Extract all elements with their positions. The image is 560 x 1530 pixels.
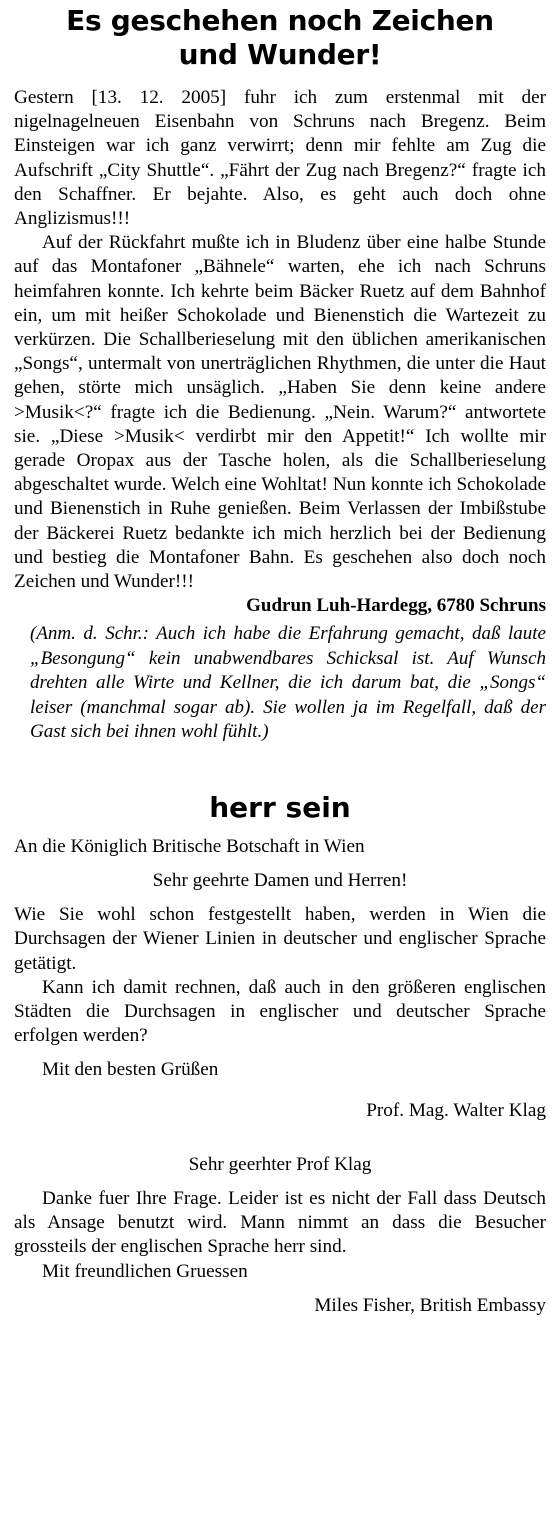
letter-address: An die Königlich Britische Botschaft in Wien bbox=[14, 835, 365, 857]
letter-paragraph: Kann ich damit rechnen, daß auch in den größeren englischen Städten die Durchsagen in englischer und deutscher Sprache erfolgen werden? bbox=[14, 976, 546, 1047]
article-paragraph: Gestern [13. 12. 2005] fuhr ich zum erstenmal mit der nigelnagelneuen Eisenbahn von Schruns nach Bregenz. Beim Einsteigen war ich ganz verwirrt; denn mir fehlte am Zug die Aufschrift „City Shuttle“. „Fährt der Zug nach Bregenz?“ fragte ich den Schaffner. Er bejahte. Also, es geht auch doch ohne Anglizismus!!! bbox=[14, 87, 546, 230]
article-herr-sein bbox=[14, 791, 546, 1318]
author-signature: Gudrun Luh-Hardegg, 6780 Schruns bbox=[246, 595, 546, 617]
letter-sender: Prof. Mag. Walter Klag bbox=[366, 1099, 546, 1121]
letter-closing: Mit den besten Grüßen bbox=[42, 1059, 219, 1081]
letter-paragraph: Wie Sie wohl schon festgestellt haben, werden in Wien die Durchsagen der Wiener Linien in deutscher und englischer Sprache getätigt. bbox=[14, 904, 546, 974]
reply-salutation: Sehr geerhter Prof Klag bbox=[188, 1153, 372, 1175]
article-zeichen-und-wunder bbox=[14, 0, 546, 745]
editor-note: (Anm. d. Schr.: Auch ich habe die Erfahrung gemacht, daß laute „Besongung“ kein unabwendbares Schicksal ist. Auf Wunsch drehten alle Wirte und Kellner, die ich darum bat, die „Songs“ leiser (manchmal sogar ab). Sie wollen ja im Regelfall, daß der Gast sich bei ihnen wohl fühlt.) bbox=[30, 623, 546, 743]
reply-closing: Mit freundlichen Gruessen bbox=[42, 1260, 248, 1282]
article-title: herr sein bbox=[209, 790, 351, 824]
reply-sender: Miles Fisher, British Embassy bbox=[314, 1294, 546, 1316]
article-title: Es geschehen noch Zeichen und Wunder! bbox=[66, 4, 494, 71]
article-paragraph: Auf der Rückfahrt mußte ich in Bludenz über eine halbe Stunde auf das Montafoner „Bähnele“ warten, ehe ich nach Schruns heimfahren konnte. Ich kehrte beim Bäcker Ruetz auf dem Bahnhof ein, um mit heißer Schokolade und Bienenstich die Wartezeit zu verkürzen. Die Schallberieselung mit den üblichen amerikanischen „Songs“, untermalt von unerträglichen Rhythmen, die unter die Haut gehen, störte mich unsäglich. „Haben Sie denn keine andere >Musik<?“ fragte ich die Bedienung. „Nein. Warum?“ antwortete sie. „Diese >Musik< verdirbt mir den Appetit!“ Ich wollte mir gerade Oropax aus der Tasche holen, als die Schallberieselung abgeschaltet wurde. Welch eine Wohltat! Nun konnte ich Schokolade und Bienenstich in Ruhe genießen. Beim Verlassen der Imbißstube der Bäckerei Ruetz bedankte ich mich herzlich bei der Bedienung und bestieg die Montafoner Bahn. Es geschehen also doch noch Zeichen und Wunder!!! bbox=[14, 232, 546, 593]
letter-salutation: Sehr geehrte Damen und Herren! bbox=[152, 869, 408, 891]
reply-paragraph: Danke fuer Ihre Frage. Leider ist es nicht der Fall dass Deutsch als Ansage benutzt wird. Mann nimmt an dass die Besucher grossteils der englischen Sprache herr sind. bbox=[14, 1188, 546, 1258]
